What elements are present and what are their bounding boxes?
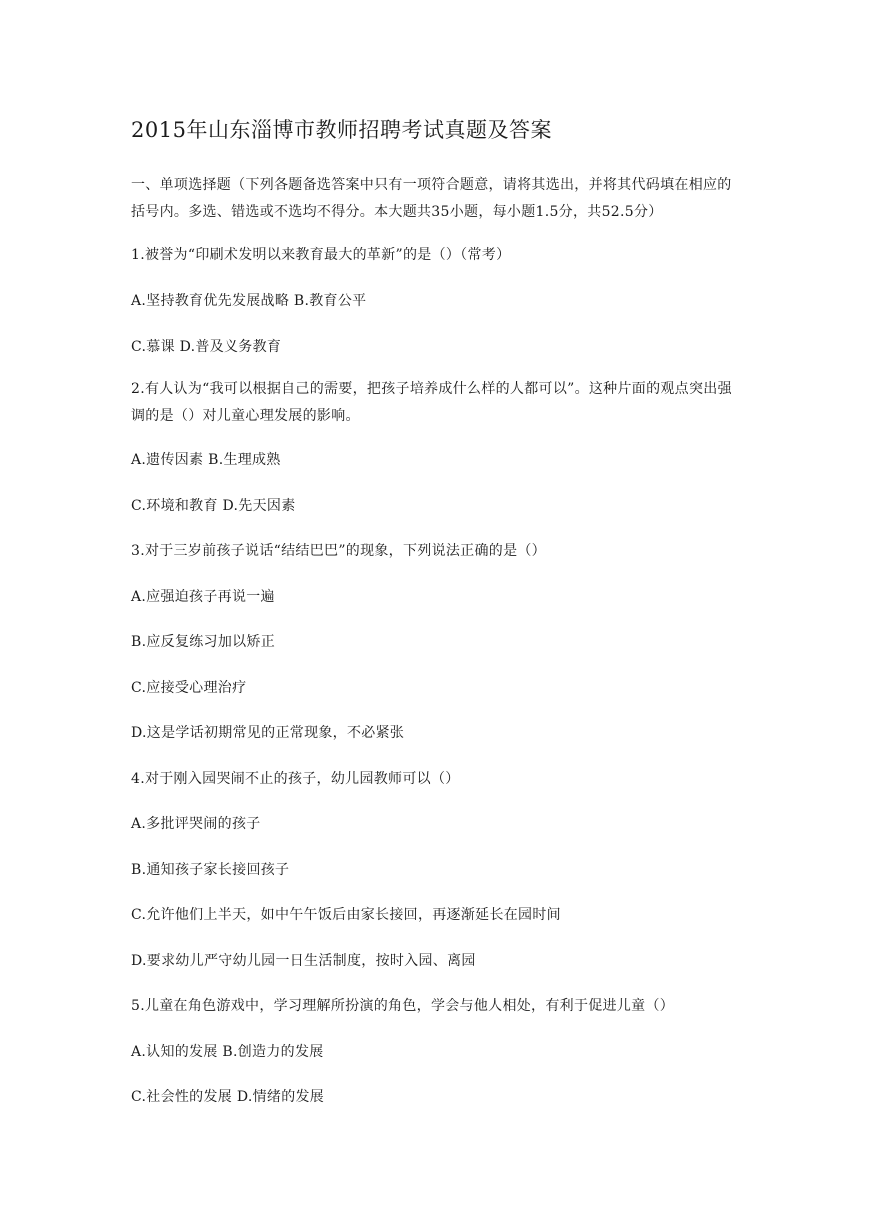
question-3-option-c: C.应接受心理治疗 [131,680,247,696]
question-2-options-ab: A.遗传因素 B.生理成熟 [131,452,281,468]
question-4-option-c: C.允许他们上半天，如中午午饭后由家长接回，再逐渐延长在园时间 [131,907,561,923]
question-3-option-a: A.应强迫孩子再说一遍 [131,589,275,605]
question-1-stem: 1.被誉为“印刷术发明以来教育最大的革新”的是（）（常考） [131,247,511,263]
question-1-options-ab: A.坚持教育优先发展战略 B.教育公平 [131,293,367,309]
question-4-option-d: D.要求幼儿严守幼儿园一日生活制度，按时入园、离园 [131,953,476,969]
question-4-stem: 4.对于刚入园哭闹不止的孩子，幼儿园教师可以（） [131,771,460,787]
question-3-option-d: D.这是学话初期常见的正常现象，不必紧张 [131,725,405,741]
question-2-stem: 2.有人认为“我可以根据自己的需要，把孩子培养成什么样的人都可以”。这种片面的观点突出强调的是（）对儿童心理发展的影响。 [131,381,732,424]
section-instructions: 一、单项选择题（下列各题备选答案中只有一项符合题意，请将其选出，并将其代码填在相应的括号内。多选、错选或不选均不得分。本大题共35小题，每小题1.5分，共52.5分） [131,177,732,220]
question-5-stem: 5.儿童在角色游戏中，学习理解所扮演的角色，学会与他人相处，有利于促进儿童（） [131,998,675,1014]
question-3-option-b: B.应反复练习加以矫正 [131,634,276,650]
question-4-option-b: B.通知孩子家长接回孩子 [131,862,290,878]
question-5-options-ab: A.认知的发展 B.创造力的发展 [131,1044,324,1060]
question-3-stem: 3.对于三岁前孩子说话“结结巴巴”的现象，下列说法正确的是（） [131,543,546,559]
question-5-options-cd: C.社会性的发展 D.情绪的发展 [131,1089,325,1105]
question-1-options-cd: C.慕课 D.普及义务教育 [131,339,282,355]
question-4-option-a: A.多批评哭闹的孩子 [131,816,261,832]
question-2-options-cd: C.环境和教育 D.先天因素 [131,498,296,514]
document-title: 2015年山东淄博市教师招聘考试真题及答案 [131,118,552,142]
